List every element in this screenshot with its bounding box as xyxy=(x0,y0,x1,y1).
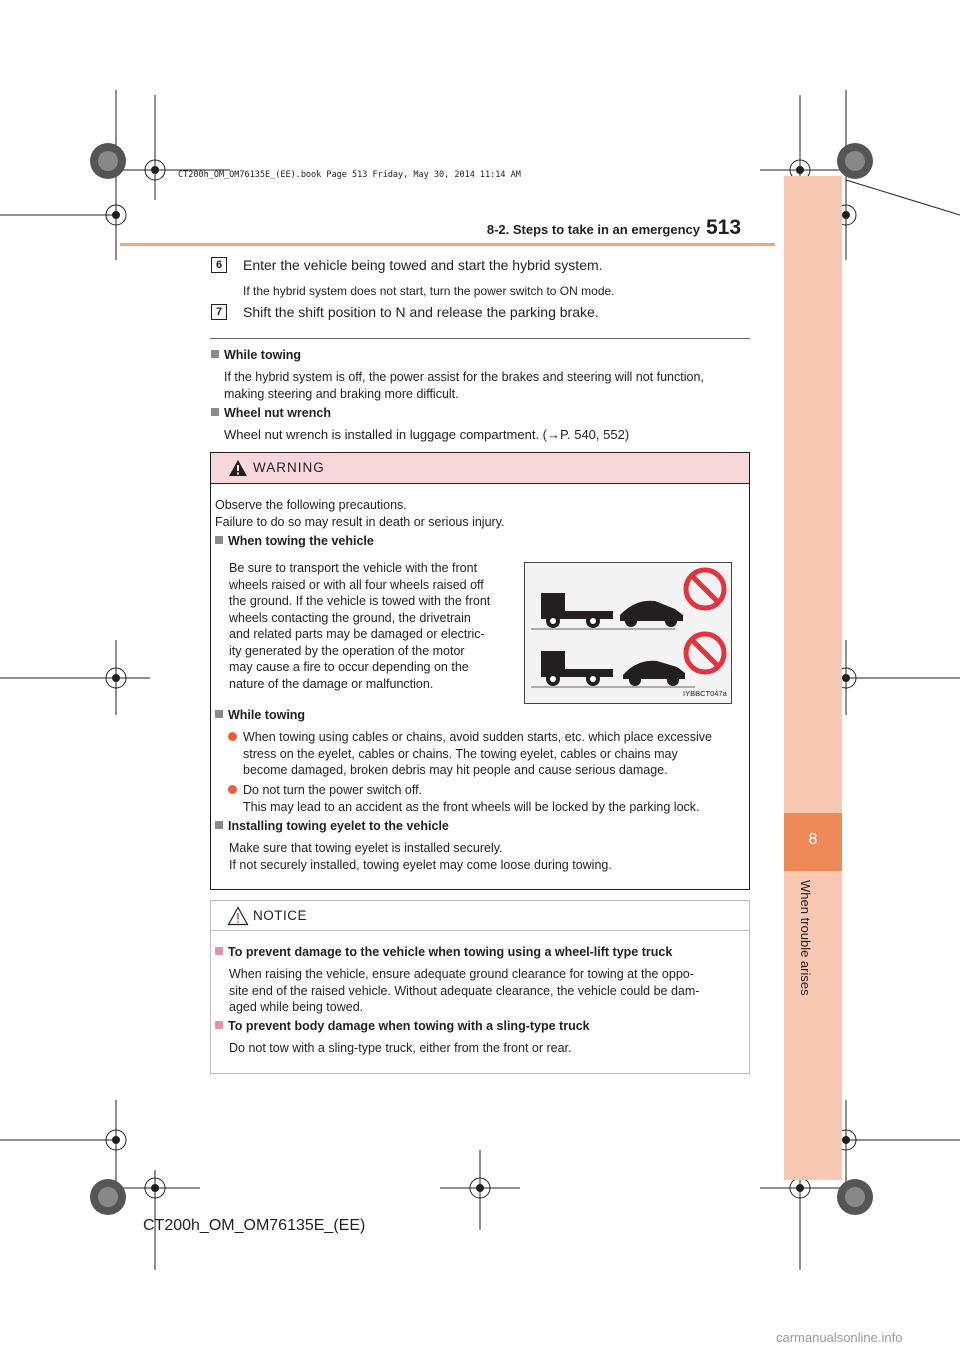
notice-text-wheel-lift: When raising the vehicle, ensure adequate ground clearance for towing at the oppo- site end of the raised vehicle. Without adequate clearance, the vehicle could be dam- aged while being towed. xyxy=(229,967,700,1014)
chapter-number: 8 xyxy=(808,831,818,848)
notice-header-rule xyxy=(211,930,749,931)
step-6-note: If the hybrid system does not start, turn the power switch to ON mode. xyxy=(243,284,615,298)
book-info-line: CT200h_OM_OM76135E_(EE).book Page 513 Friday, May 30, 2014 11:14 AM xyxy=(178,170,521,180)
chapter-side-strip xyxy=(784,176,842,1180)
warning-heading-when-towing: When towing the vehicle xyxy=(215,534,374,548)
info-text-wheel-nut-wrench: Wheel nut wrench is installed in luggage compartment. (→P. 540, 552) xyxy=(224,427,630,442)
step-6-text: Enter the vehicle being towed and start the hybrid system. xyxy=(243,257,603,273)
notice-heading-sling-type: To prevent body damage when towing with a sling-type truck xyxy=(215,1019,590,1033)
figure-code: IYBBCT047a xyxy=(683,689,727,698)
warning-intro: Observe the following precautions. Failure to do so may result in death or serious injury. xyxy=(215,498,505,529)
warning-text-when-towing: Be sure to transport the vehicle with the front wheels raised or with all four wheels raised off the ground. If the vehicle is towed with the front wheels contacting the ground, the drivetrain and related parts may be damaged or electric- ity generated by the operation of the motor may cause a fire to occur depending on the nature of the damage or malfunction. xyxy=(229,561,491,691)
warning-bullet-power-switch: Do not turn the power switch off. This may lead to an accident as the front wheels will be locked by the parking lock. xyxy=(228,782,744,815)
square-bullet-icon xyxy=(215,947,223,955)
prohibited-icon xyxy=(686,570,724,608)
round-bullet-icon xyxy=(228,785,237,794)
info-text-while-towing: If the hybrid system is off, the power assist for the brakes and steering will not function, making steering and braking more difficult. xyxy=(224,370,704,401)
warning-bullet-cables: When towing using cables or chains, avoid sudden starts, etc. which place excessive stress on the eyelet, cables or chains. The towing eyelet, cables or chains may become damaged, broken debris may hit people and cause serious damage. xyxy=(228,729,744,779)
step-number-7: 7 xyxy=(211,304,227,320)
square-bullet-icon xyxy=(215,710,223,718)
notice-title: NOTICE xyxy=(253,908,308,923)
tow-truck-illustration xyxy=(525,563,731,703)
notice-heading-wheel-lift: To prevent damage to the vehicle when towing using a wheel-lift type truck xyxy=(215,945,672,959)
round-bullet-icon xyxy=(228,732,237,741)
square-bullet-icon xyxy=(211,350,219,358)
step-number-6: 6 xyxy=(211,257,227,273)
chapter-label: When trouble arises xyxy=(798,880,813,996)
square-bullet-icon xyxy=(211,408,219,416)
notice-text-sling-type: Do not tow with a sling-type truck, either from the front or rear. xyxy=(229,1041,572,1055)
header-rule xyxy=(120,243,775,246)
watermark: carmanualsonline.info xyxy=(776,1330,903,1345)
caution-triangle-icon xyxy=(227,906,249,926)
square-bullet-icon xyxy=(215,821,223,829)
footer-doc-code: CT200h_OM_OM76135E_(EE) xyxy=(143,1217,366,1234)
towing-illustration xyxy=(524,562,732,704)
step-7-text: Shift the shift position to N and release the parking brake. xyxy=(243,304,599,320)
prohibited-icon xyxy=(686,634,724,672)
warning-heading-towing-eyelet: Installing towing eyelet to the vehicle xyxy=(215,819,449,833)
warning-triangle-icon xyxy=(228,459,248,477)
info-heading-while-towing: While towing xyxy=(211,348,301,362)
square-bullet-icon xyxy=(215,536,223,544)
info-heading-wheel-nut-wrench: Wheel nut wrench xyxy=(211,406,331,420)
warning-heading-while-towing: While towing xyxy=(215,708,305,722)
section-title: 8-2. Steps to take in an emergency xyxy=(486,222,700,237)
page-number: 513 xyxy=(706,216,742,239)
warning-title: WARNING xyxy=(253,460,325,475)
square-bullet-icon xyxy=(215,1021,223,1029)
section-divider xyxy=(210,338,750,339)
warning-text-towing-eyelet: Make sure that towing eyelet is installed securely. If not securely installed, towing eyelet may come loose during towing. xyxy=(229,841,612,872)
